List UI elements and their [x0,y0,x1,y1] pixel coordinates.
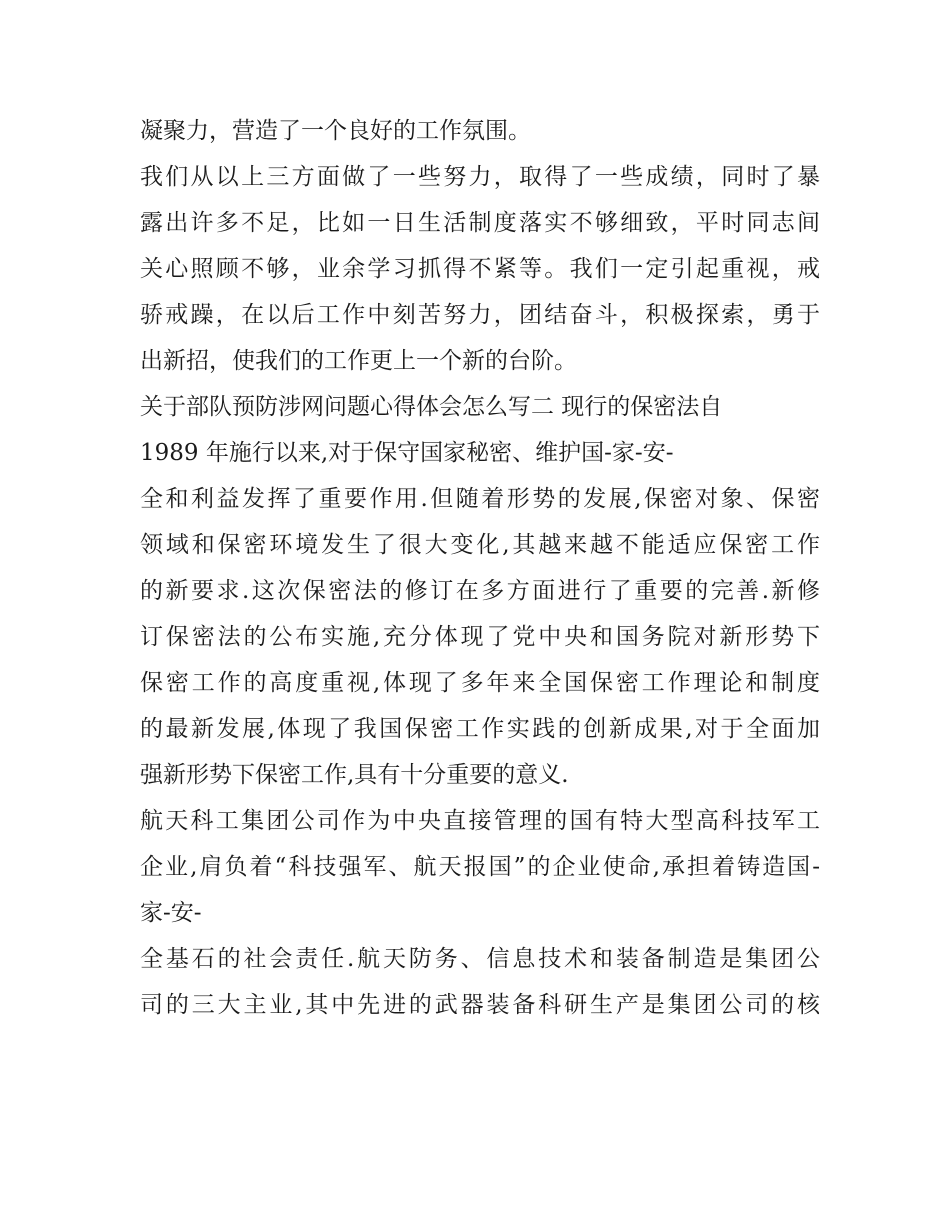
text-line: 保密工作的高度重视,体现了多年来全国保密工作理论和制度 [140,670,820,696]
text-line: 订保密法的公布实施,充分体现了党中央和国务院对新形势下 [140,624,820,650]
text-line: 出新招，使我们的工作更上一个新的台阶。 [140,348,577,374]
text-line: 的新要求.这次保密法的修订在多方面进行了重要的完善.新修 [140,578,820,604]
text-line: 的最新发展,体现了我国保密工作实践的创新成果,对于全面加 [140,716,820,742]
body-text [140,108,820,1028]
text-line: 关心照顾不够，业余学习抓得不紧等。我们一定引起重视，戒 [140,256,820,282]
text-line: 1989 年施行以来,对于保守国家秘密、维护国-家-安- [140,440,674,466]
text-line: 家-安- [140,900,202,926]
text-line: 强新形势下保密工作,具有十分重要的意义. [140,762,569,788]
text-line: 骄戒躁，在以后工作中刻苦努力，团结奋斗，积极探索，勇于 [140,302,820,328]
text-line: 全基石的社会责任.航天防务、信息技术和装备制造是集团公 [140,946,820,972]
text-line: 企业,肩负着“科技强军、航天报国”的企业使命,承担着铸造国- [140,854,820,880]
text-line: 露出许多不足，比如一日生活制度落实不够细致，平时同志间 [140,210,820,236]
text-line: 航天科工集团公司作为中央直接管理的国有特大型高科技军工 [140,808,820,834]
text-line: 全和利益发挥了重要作用.但随着形势的发展,保密对象、保密 [140,486,820,512]
text-line: 我们从以上三方面做了一些努力，取得了一些成绩，同时了暴 [140,164,820,190]
text-line: 凝聚力，营造了一个良好的工作氛围。 [140,118,531,144]
section-heading-line: 关于部队预防涉网问题心得体会怎么写二 现行的保密法自 [140,394,723,420]
text-line: 领域和保密环境发生了很大变化,其越来越不能适应保密工作 [140,532,820,558]
text-line: 司的三大主业,其中先进的武器装备科研生产是集团公司的核 [140,992,820,1018]
